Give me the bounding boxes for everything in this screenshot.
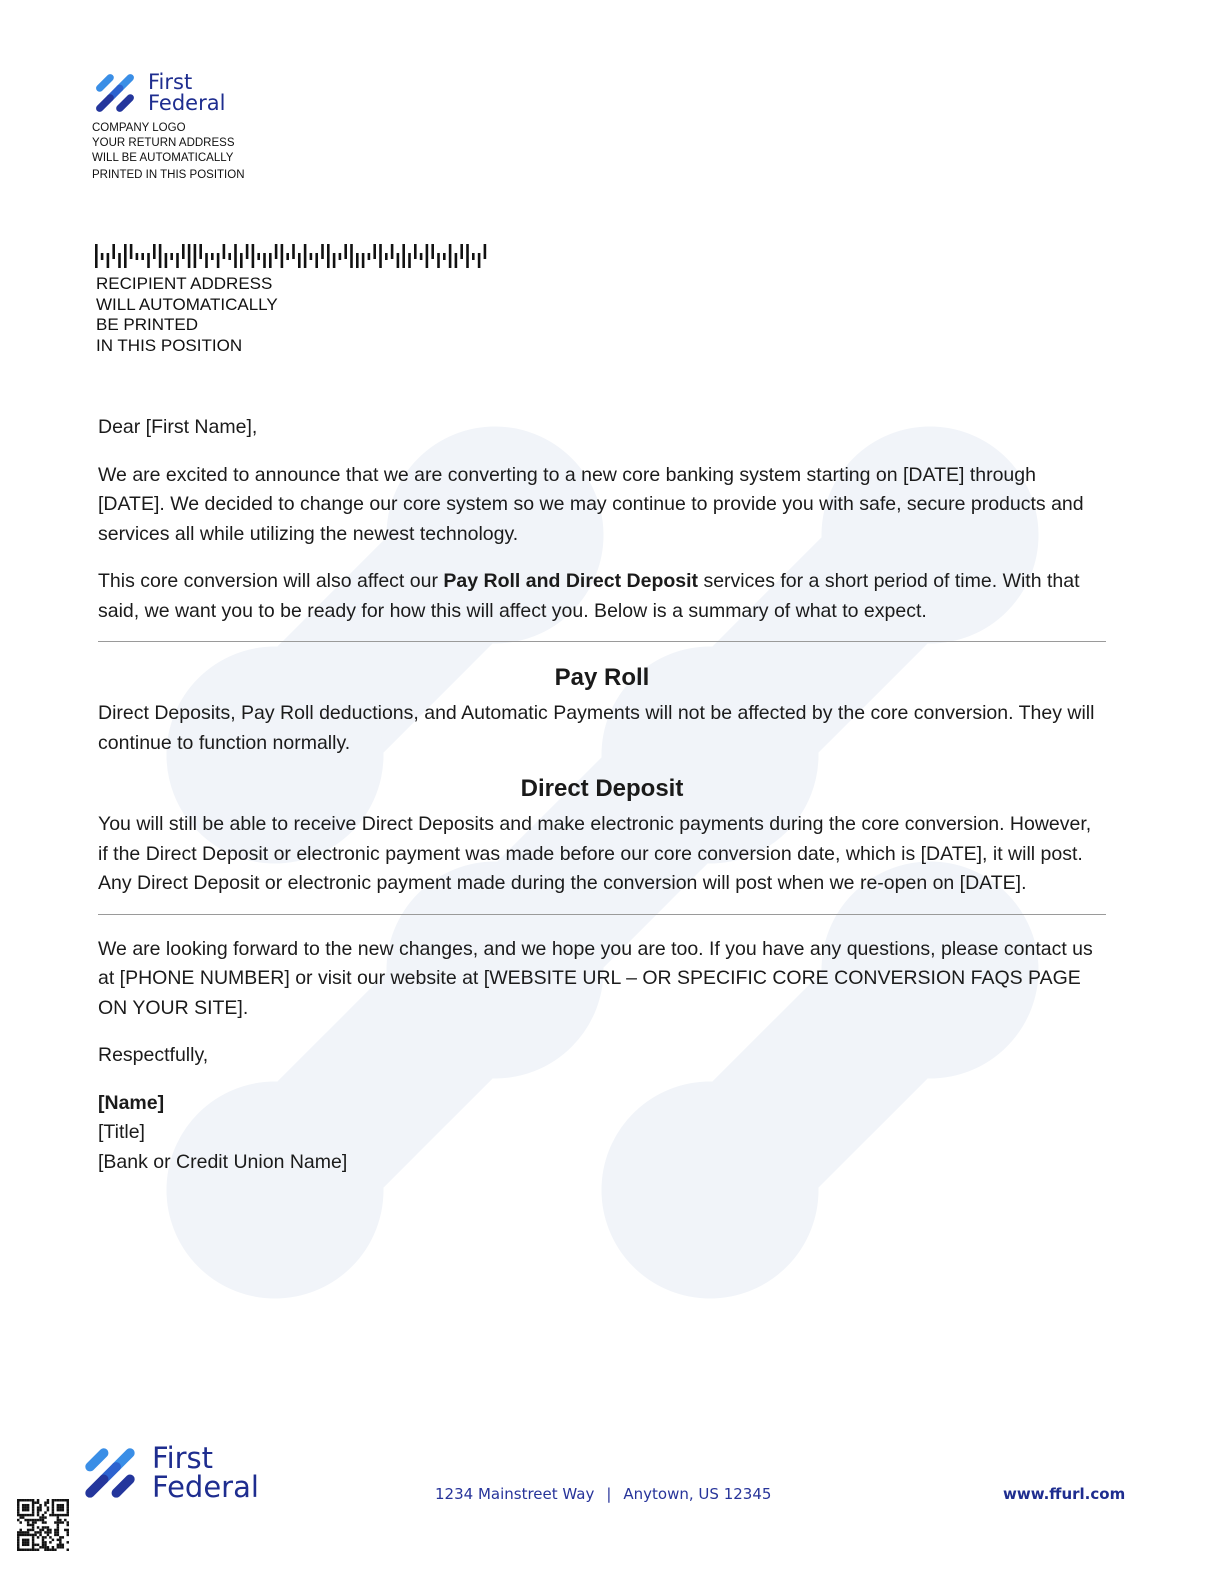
recipient-note-line: RECIPIENT ADDRESS: [96, 274, 273, 293]
section-heading-direct-deposit: Direct Deposit: [520, 775, 684, 802]
return-note-line: WILL BE AUTOMATICALLY: [92, 152, 234, 164]
postal-barcode: [95, 244, 495, 268]
signature-title: [Title]: [98, 1121, 145, 1143]
recipient-note-line: WILL AUTOMATICALLY: [96, 294, 278, 314]
footer-logo: [80, 1443, 259, 1503]
footer-address: [435, 1485, 771, 1503]
closing-paragraph: We are looking forward to the new changes, and we hope you are too. If you have any questions, please contact us at [PHONE NUMBER] or visit our website at [WEBSITE URL – OR SPECIFIC CORE CONVERSION FAQS PAGE ON YOUR SITE].: [98, 937, 1093, 1019]
return-note-line: YOUR RETURN ADDRESS: [92, 137, 235, 149]
footer-street: 1234 Mainstreet Way: [435, 1485, 595, 1503]
footer-logo-wordmark: [152, 1441, 259, 1504]
logo-word-federal: Federal: [152, 1470, 259, 1504]
company-logo: [92, 70, 225, 116]
return-address-note: [92, 121, 245, 183]
section-heading-pay-roll: Pay Roll: [554, 664, 650, 691]
first-federal-logo-icon: [92, 70, 138, 116]
direct-deposit-paragraph: You will still be able to receive Direct Deposits and make electronic payments during the core conversion. However, if the Direct Deposit or electronic payment was made before our core conversion date, which is [DATE], it will post. Any Direct Deposit or electronic payment made during the conversion will post when we re-open on [DATE].: [98, 813, 1092, 894]
signature-institution: [Bank or Credit Union Name]: [98, 1150, 348, 1173]
footer-city: Anytown, US 12345: [623, 1485, 772, 1503]
recipient-note-line: BE PRINTED: [96, 315, 199, 334]
logo-word-first: First: [152, 1441, 214, 1475]
letter-body: [98, 413, 1106, 1177]
recipient-note-line: IN THIS POSITION: [96, 335, 243, 355]
divider: [98, 914, 1106, 915]
return-note-line: PRINTED IN THIS POSITION: [92, 169, 245, 181]
intro-paragraph: We are excited to announce that we are converting to a new core banking system starting on [DATE] through [DATE]. We decided to change our core system so we may continue to provide you with safe, secure products and services all while utilizing the newest technology.: [98, 463, 1084, 545]
logo-word-federal: Federal: [148, 91, 226, 115]
logo-wordmark: [148, 72, 225, 114]
qr-code-icon: [17, 1499, 69, 1551]
footer-separator: |: [606, 1485, 612, 1503]
affect-text-after: services for a short period of time. With that said, we want you to be ready for how this will affect you. Below is a summary of what to expect.: [98, 570, 1080, 622]
pay-roll-paragraph: Direct Deposits, Pay Roll deductions, and Automatic Payments will not be affected by the core conversion. They will continue to function normally.: [98, 702, 1095, 754]
signature-name: [Name]: [98, 1091, 165, 1114]
return-note-line: COMPANY LOGO: [92, 122, 186, 134]
signature-block: [98, 1089, 1106, 1178]
first-federal-logo-icon: [80, 1443, 140, 1503]
affect-text-bold: Pay Roll and Direct Deposit: [443, 570, 699, 592]
footer-website-link[interactable]: www.ffurl.com: [1003, 1485, 1126, 1503]
greeting: Dear [First Name],: [98, 416, 258, 438]
affect-paragraph: [98, 567, 1106, 626]
sign-off: Respectfully,: [98, 1044, 209, 1066]
logo-word-first: First: [148, 70, 193, 94]
recipient-address-note: [96, 274, 278, 356]
affect-text-before: This core conversion will also affect our: [98, 570, 444, 592]
